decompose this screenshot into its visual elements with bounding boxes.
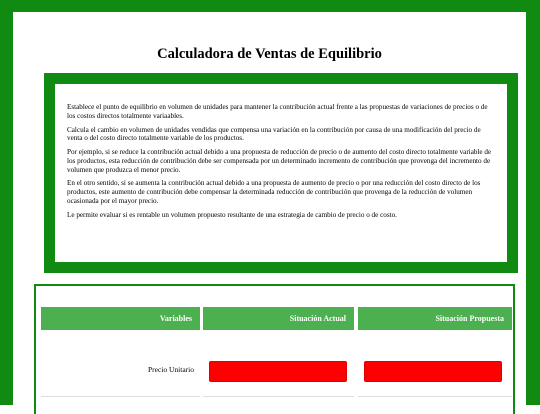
page-title: Calculadora de Ventas de Equilibrio: [157, 46, 382, 62]
calculator-panel: [34, 284, 515, 414]
header-situacion-propuesta: Situación Propuesta: [358, 307, 512, 330]
description-paragraph: Le permite evaluar si es rentable un volumen propuesto resultante de una estrategia de cambio de precio o de costo.: [67, 210, 397, 219]
description-paragraph: Calcula el cambio en volumen de unidades vendidas que compensa una variación en la contribución por causa de una modificación del precio de venta o del costo directo totalmente variable de los productos.: [67, 125, 481, 143]
row-divider: [358, 396, 512, 397]
description-paragraph: En el otro sentido, si se aumenta la contribución actual debido a una propuesta de aumento de precio o por una reducción del costo directo de los productos, este aumento de contribución debe compensar la determinada reducción de contribución que provenga de la reducción de volumen ocasionada por el mayor precio.: [67, 179, 481, 205]
precio-unitario-propuesta-input[interactable]: [364, 361, 502, 382]
description-panel: [44, 73, 518, 273]
header-situacion-actual: Situación Actual: [203, 307, 354, 330]
row-label-precio-unitario: Precio Unitario: [147, 365, 194, 374]
row-divider: [203, 396, 354, 397]
row-divider: [41, 396, 200, 397]
precio-unitario-actual-input[interactable]: [209, 361, 347, 382]
header-variables: Variables: [41, 307, 200, 330]
description-paragraph: Establece el punto de equilibrio en volumen de unidades para mantener la contribución actual frente a las propuestas de variaciones de precios o de los costos directos totalmente variaables.: [67, 103, 488, 120]
description-paragraph: Por ejemplo, si se reduce la contribución actual debido a una propuesta de reducción de precio o de aumento del costo directo totalmente variable de los productos, esta reducción de contribución debe ser compensada por un determinado incremento de contribución que provenga del incremento de volumen que produzca el menor precio.: [67, 148, 492, 174]
